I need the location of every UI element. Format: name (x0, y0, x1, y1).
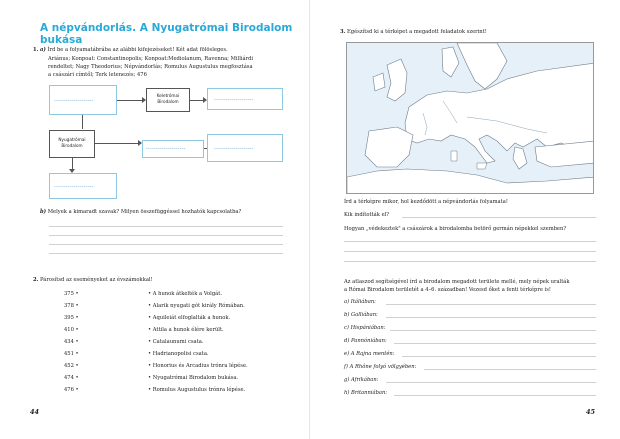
page-number: 45 (586, 408, 596, 416)
q2-task: Párosítsd az eseményeket az évszámokkal! (40, 277, 153, 283)
q3-number: 3. (340, 29, 346, 35)
q1-terms-line2: rendeltet; Nagy Theodorius; Népvándorlás; Romulus Augustulus megfosztása (48, 64, 253, 70)
q3-para-line1: Az atlaszod segítségével írd a birodalom megadott területe mellé, mely népek uralták (344, 279, 570, 285)
flow-box-5[interactable]: -------------------- (49, 173, 117, 199)
q2-event[interactable]: • A hunok átkelték a Volgát. (148, 291, 222, 297)
answer-line[interactable] (49, 253, 283, 254)
q3-region: b) Galliában: (344, 312, 378, 318)
q3-line1: Írd a térképre mikor, hol kezdődött a népvándorlás folyamata! (344, 199, 508, 205)
q2-event[interactable]: • Honorius és Arcadius trónra lépése. (148, 363, 248, 369)
q3-region: f) A Rhône folyó völgyében: (344, 364, 417, 370)
q2-number: 2. (33, 277, 39, 283)
q2-event[interactable]: • Nyugatrómai Birodalom bukása. (148, 375, 239, 381)
europe-map[interactable] (346, 42, 594, 194)
q3-region: e) A Rajna mentén: (344, 351, 395, 357)
flow-box-keletromai: Keletrómai Birodalom (146, 88, 190, 112)
q3-region: d) Pannóniában: (344, 338, 387, 344)
map-svg (347, 43, 594, 194)
q2-year[interactable]: 395 • (64, 315, 79, 321)
q2-event[interactable]: • Aquileiát elfoglalták a hunok. (148, 315, 231, 321)
q2-year[interactable]: 378 • (64, 303, 79, 309)
q2-year[interactable]: 410 • (64, 327, 79, 333)
flow-box-nyugatromai: Nyugatrómai Birodalom (49, 130, 95, 158)
q3-hogyan-label: Hogyan „védekeztek" a császárok a birodalomba betörő germán népekkel szemben? (344, 226, 567, 232)
answer-line[interactable] (49, 244, 283, 245)
flow-box-2[interactable]: -------------------- (207, 88, 283, 110)
q3-region: c) Hispániában: (344, 325, 386, 331)
q3-kik-label: Kik indították el? (344, 212, 390, 218)
q2-event[interactable]: • Attila a hunok élére került. (148, 327, 224, 333)
q2-event[interactable]: • Catalaunumi csata. (148, 339, 204, 345)
answer-line[interactable] (49, 235, 283, 236)
q1-terms-line1: Ariánus; Konpoat: Constantinopolis; Konpoat:Mediolanum, Ravenna; Milliárdi (48, 56, 254, 62)
q1-a-task: a) Írd be a folyamatábrába az alábbi kifejezéseket! Két adat fölösleges. (40, 47, 228, 53)
q2-year[interactable]: 476 • (64, 387, 79, 393)
q1-b-task: b) Melyek a kimaradt szavak? Milyen összefüggéssel hozhatók kapcsolatba? (40, 209, 242, 215)
q1-number: 1. (33, 47, 39, 53)
q3-region: h) Britanniában: (344, 390, 388, 396)
page-title: A népvándorlás. A Nyugatrómai Birodalom bukása (40, 22, 293, 46)
q2-event[interactable]: • Hadrianopolisi csata. (148, 351, 209, 357)
q3-region: g) Afrikában: (344, 377, 379, 383)
page-number: 44 (30, 408, 40, 416)
q2-year[interactable]: 375 • (64, 291, 79, 297)
q2-year[interactable]: 452 • (64, 363, 79, 369)
flow-box-4[interactable]: -------------------- (207, 134, 283, 162)
q2-event[interactable]: • Alarik nyugati gót király Rómában. (148, 303, 245, 309)
q3-task: Egészítsd ki a térképet a megadott feladatok szerint! (347, 29, 487, 35)
q2-event[interactable]: • Romulus Augustulus trónra lépése. (148, 387, 246, 393)
flow-box-3[interactable]: -------------------- (142, 140, 204, 158)
answer-line[interactable] (49, 226, 283, 227)
flow-box-1[interactable]: -------------------- (49, 85, 117, 115)
q2-year[interactable]: 434 • (64, 339, 79, 345)
q1-terms-line3: a császári címtől; Terk letenezés; 476 (48, 72, 147, 78)
q2-year[interactable]: 474 • (64, 375, 79, 381)
q2-year[interactable]: 451 • (64, 351, 79, 357)
q3-region: a) Itáliában: (344, 299, 376, 305)
q3-para-line2: a Római Birodalom területét a 4–6. században! Vezesd őket a fenti térképre is! (344, 287, 551, 293)
